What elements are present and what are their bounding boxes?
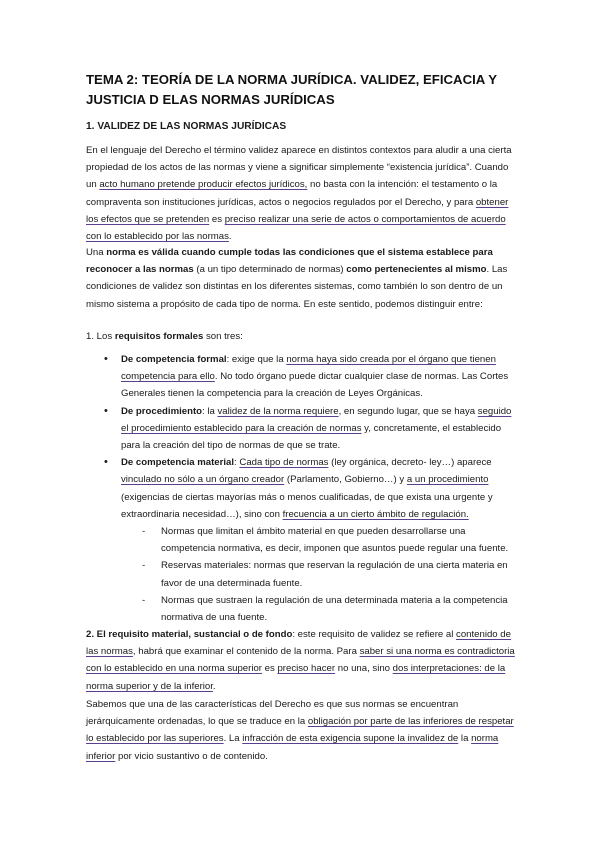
bold-text: como pertenecientes al mismo: [346, 264, 487, 276]
text: y, concretamente, el establecido para la creación del tipo de normas de que se trate.: [121, 422, 502, 452]
sub-list-item: [142, 557, 516, 591]
list-item: [104, 454, 516, 626]
underlined-text: norma haya sido creada por el órgano que tienen competencia para ello: [121, 354, 496, 383]
text: : este requisito de validez se refiere al: [292, 629, 457, 640]
underlined-text: saber si una norma es contradictoria con lo establecido en una norma superior: [86, 646, 515, 675]
underlined-text: acto humano pretende producir efectos jurídicos,: [99, 179, 308, 191]
text: . No todo órgano puede dictar cualquier clase de normas. Las Cortes Generales tienen la competencia para la creación de Leyes Orgánicas.: [121, 371, 509, 400]
bold-text: De competencia material: [121, 457, 235, 469]
underlined-text: Cada tipo de normas: [239, 457, 329, 469]
text: son tres:: [203, 331, 243, 342]
dash-icon: -: [142, 526, 146, 538]
dash-icon: -: [142, 594, 146, 606]
paragraph-material-requirement: [86, 626, 516, 695]
page-title: TEMA 2: TEORÍA DE LA NORMA JURÍDICA. VALIDEZ, EFICACIA Y JUSTICIA D ELAS NORMAS JURÍDICAS: [86, 72, 497, 107]
bullet-icon: •: [104, 404, 108, 417]
text: la: [458, 733, 472, 745]
text: 1. Los: [86, 331, 115, 342]
sub-list-item: [142, 523, 516, 557]
text: es: [209, 213, 225, 225]
underlined-text: a un procedimiento: [406, 474, 489, 486]
section-heading: 1. VALIDEZ DE LAS NORMAS JURÍDICAS: [86, 121, 287, 132]
bold-text: requisitos formales: [114, 331, 204, 342]
sub-list-item: [142, 592, 516, 626]
paragraph-validity-definition: [86, 244, 516, 313]
bullet-icon: •: [104, 456, 108, 469]
paragraph-formal-requirements: [86, 328, 516, 345]
text: : la: [202, 405, 218, 417]
paragraph-intro: [86, 142, 516, 245]
text: no una, sino: [335, 663, 393, 675]
text: : exige que la: [226, 354, 287, 365]
text: Normas que sustraen la regulación de una determinada materia a la competencia normativa de una fuente.: [161, 594, 508, 624]
text: Una: [86, 247, 107, 258]
text: , habrá que examinar el contenido de la norma. Para: [132, 646, 360, 658]
text: Normas que limitan el ámbito material en que pueden desarrollarse una competencia normativa, es decir, imponen que asuntos puede regular una fuente.: [161, 526, 509, 555]
text: Sabemos que una de las características del Derecho es que sus normas se encuentran jerárquicamente ordenadas, lo que se traduce en la: [86, 699, 459, 728]
text: :: [234, 457, 240, 469]
bold-text: De procedimiento: [121, 405, 203, 417]
sub-list: [121, 523, 516, 626]
underlined-text: frecuencia a un cierto ámbito de regulación.: [282, 508, 469, 520]
text: Reservas materiales: normas que reservan la regulación de una cierta materia en favor de una determinada fuente.: [161, 560, 508, 589]
underlined-text: seguido el procedimiento establecido para la creación de normas: [121, 405, 512, 434]
text: .: [228, 231, 232, 243]
underlined-text: contenido de las normas: [86, 629, 511, 658]
text: (Parlamento, Gobierno…) y: [284, 474, 407, 486]
underlined-text: obtener los efectos que se pretenden: [86, 196, 509, 225]
bold-text: 2. El requisito material, sustancial o de fondo: [86, 629, 293, 640]
paragraph-hierarchy: [86, 696, 516, 765]
list-item: [104, 403, 516, 455]
bold-text: norma es válida cuando cumple todas las condiciones que el sistema establece para reconocer a las normas: [86, 247, 493, 276]
underlined-text: vinculado no sólo a un órgano creador: [121, 474, 285, 486]
underlined-text: preciso hacer: [277, 663, 336, 675]
text: , en segundo lugar, que se haya: [338, 405, 478, 417]
bold-text: De competencia formal: [121, 354, 227, 365]
text: no basta con la intención: el testamento o la compraventa son instituciones jurídicas, actos o negocios regulados por el Derecho, y para: [86, 179, 498, 208]
list-item: [104, 351, 516, 403]
text: . Las condiciones de validez son distintas en los diferentes sistemas, como también lo son dentro de un mismo sistema a propósito de cada tipo de norma. En este sentido, podemos distinguir entre:: [86, 264, 508, 310]
text: . La: [223, 733, 243, 745]
underlined-text: validez de la norma requiere: [217, 405, 339, 417]
text: (exigencias de ciertas mayorías más o menos cualificadas, de que exista una urgente y extraordinaria necesidad…), sino con: [121, 491, 493, 520]
underlined-text: dos interpretaciones: de la norma superior y de la inferior: [86, 663, 506, 692]
underlined-text: infracción de esta exigencia supone la invalidez de: [242, 733, 459, 745]
underlined-text: norma inferior: [86, 733, 499, 762]
text: .: [212, 680, 216, 692]
bullet-icon: •: [104, 353, 108, 365]
requirements-list: [104, 351, 516, 626]
text: En el lenguaje del Derecho el término validez aparece en distintos contextos para aludir a una cierta propiedad de los actos de las normas y viene a significar simplemente “existencia jurídica”. Cuando un: [86, 145, 512, 191]
text: (ley orgánica, decreto- ley…) aparece: [328, 457, 492, 469]
text: (a un tipo determinado de normas): [193, 264, 347, 276]
text: por vicio sustantivo o de contenido.: [115, 750, 268, 762]
dash-icon: -: [142, 560, 146, 572]
text: es: [262, 663, 278, 675]
underlined-text: preciso realizar una serie de actos o comportamientos de acuerdo con lo establecido por las normas: [86, 213, 506, 243]
underlined-text: obligación por parte de las inferiores de respetar lo establecido por las superiores: [86, 716, 514, 745]
